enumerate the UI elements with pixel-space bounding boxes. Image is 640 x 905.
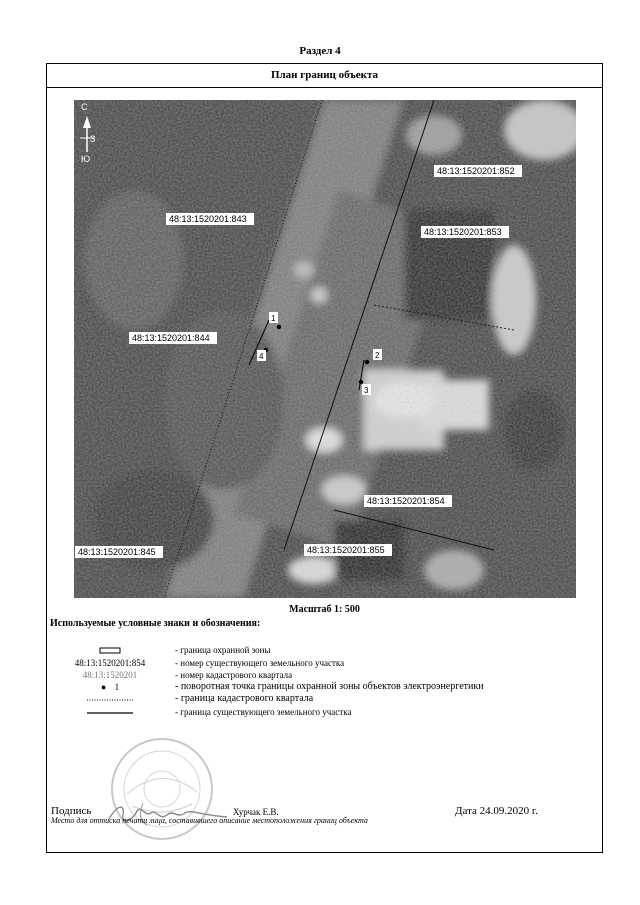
legend-item-parcel-number <box>47 657 567 669</box>
parcel-label-844-text: 48:13:1520201:844 <box>132 333 210 343</box>
parcel-label-853 <box>421 226 509 238</box>
legend-item-turn-point <box>47 681 567 693</box>
legend-item-parcel-boundary <box>47 706 567 718</box>
signature-label: Подпись <box>51 805 92 817</box>
document-frame <box>46 63 603 853</box>
signer-name: Хурчак Е.В. <box>233 807 279 817</box>
dot-icon: ● <box>100 682 109 692</box>
solid-line-symbol <box>65 706 155 718</box>
seal-place-note: Место для оттиска печати лица, составившего описание местоположения границ объекта <box>51 816 368 825</box>
parcel-label-845-text: 48:13:1520201:845 <box>78 547 156 557</box>
compass-west-label: З <box>90 134 96 144</box>
legend-item-quarter-number <box>47 669 567 681</box>
legend-item-protection-zone <box>47 644 567 656</box>
protection-zone-symbol <box>65 644 155 656</box>
parcel-label-853-text: 48:13:1520201:853 <box>424 227 502 237</box>
legend-description: - граница существующего земельного участка <box>175 707 352 717</box>
satellite-map <box>74 100 576 598</box>
legend-item-quarter-boundary <box>47 693 567 705</box>
seal-stamp-image <box>107 734 217 844</box>
parcel-label-852 <box>434 165 522 177</box>
parcel-label-854-text: 48:13:1520201:854 <box>367 496 445 506</box>
legend-title: Используемые условные знаки и обозначения: <box>50 618 261 629</box>
map-scale: Масштаб 1: 500 <box>289 604 360 615</box>
parcel-label-854 <box>364 495 452 507</box>
legend-description: - поворотная точка границы охранной зоны объектов электроэнергетики <box>175 681 484 692</box>
turn-point-3-label: 3 <box>364 386 369 395</box>
parcel-label-855-text: 48:13:1520201:855 <box>307 545 385 555</box>
parcel-label-843 <box>166 213 254 225</box>
dotted-line-symbol <box>65 693 155 705</box>
compass-south-label: Ю <box>81 154 91 164</box>
signature-date: Дата 24.09.2020 г. <box>455 805 538 817</box>
turn-point-1-label: 1 <box>271 314 276 323</box>
compass-north-label: С <box>81 102 88 112</box>
legend-symbol-text: 1 <box>114 682 120 692</box>
parcel-label-855 <box>304 544 392 556</box>
section-title: Раздел 4 <box>299 45 341 57</box>
legend-description: - номер кадастрового квартала <box>175 670 293 680</box>
turn-point-4-label: 4 <box>259 352 264 361</box>
legend-description: - граница кадастрового квартала <box>175 693 314 704</box>
legend-symbol-text: 48:13:1520201:854 <box>74 658 146 668</box>
turn-point-symbol <box>65 681 155 693</box>
parcel-label-844 <box>129 332 217 344</box>
parcel-label-845 <box>75 546 163 558</box>
legend-symbol-text: 48:13:1520201 <box>82 670 138 680</box>
turn-point-2-label: 2 <box>375 351 380 360</box>
parcel-label-852-text: 48:13:1520201:852 <box>437 166 515 176</box>
plan-title: План границ объекта <box>47 64 602 88</box>
legend-description: - номер существующего земельного участка <box>175 658 345 668</box>
parcel-label-843-text: 48:13:1520201:843 <box>169 214 247 224</box>
legend-description: - граница охранной зоны <box>175 645 271 655</box>
